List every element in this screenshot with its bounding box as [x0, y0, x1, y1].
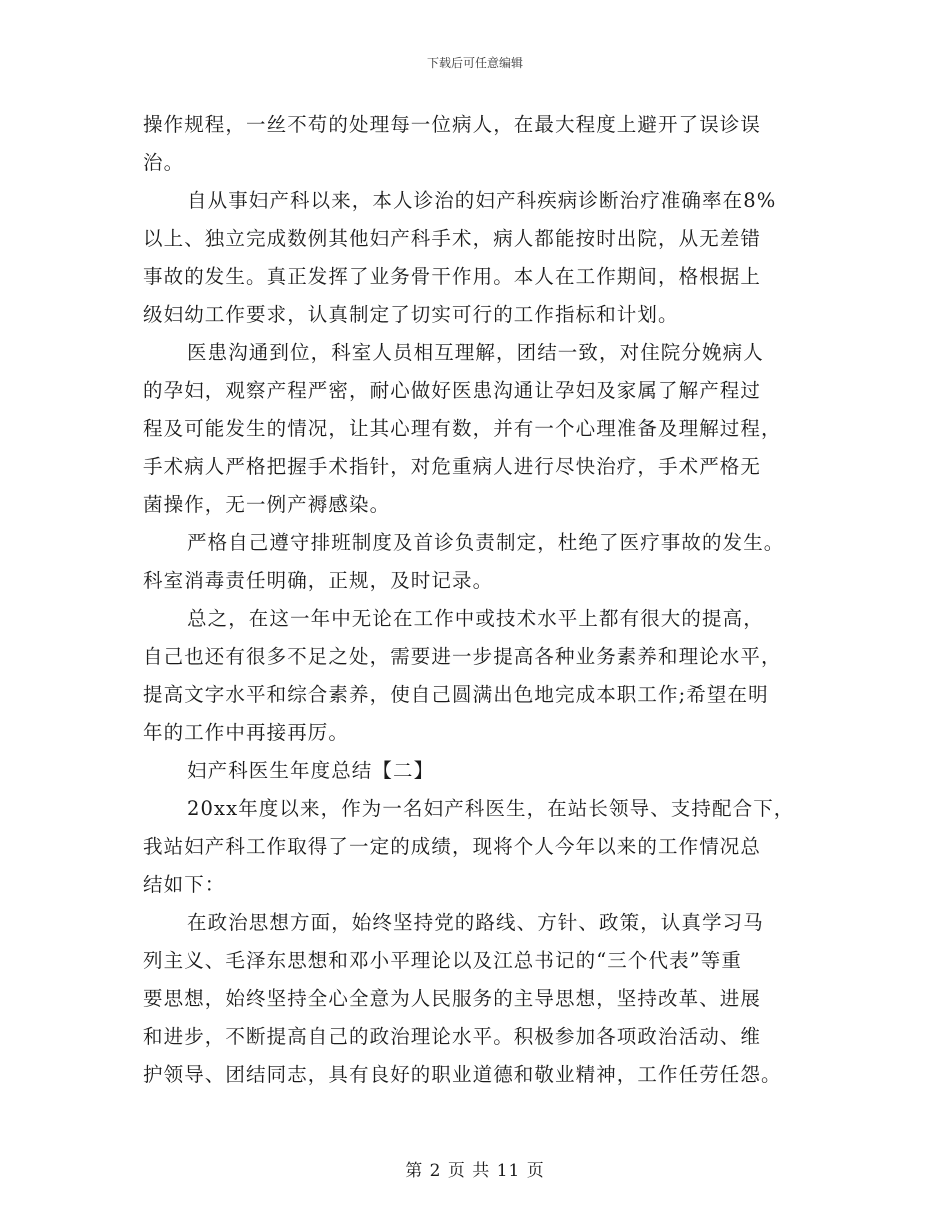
text-line: 妇产科医生年度总结【二】 — [187, 759, 435, 782]
text-line: 医患沟通到位，科室人员相互理解，团结一致，对住院分娩病人 — [187, 341, 764, 364]
text-line: 在政治思想方面，始终坚持党的路线、方针、政策，认真学习马 — [187, 911, 764, 934]
text-line: 年的工作中再接再厉。 — [143, 721, 350, 744]
text-line: 和进步，不断提高自己的政治理论水平。积极参加各项政治活动、维 — [143, 1025, 762, 1048]
text-line: 治。 — [143, 151, 185, 174]
text-line: 自己也还有很多不足之处，需要进一步提高各种业务素养和理论水平， — [143, 645, 782, 668]
text-line: 自从事妇产科以来，本人诊治的妇产科疾病诊断治疗准确率在8% — [187, 189, 777, 212]
text-line: 严格自己遵守排班制度及首诊负责制定，杜绝了医疗事故的发生。 — [187, 531, 785, 554]
text-line: 菌操作，无一例产褥感染。 — [143, 493, 391, 516]
text-line: 提高文字水平和综合素养，使自己圆满出色地完成本职工作;希望在明 — [143, 683, 769, 706]
text-line: 20xx年度以来，作为一名妇产科医生，在站长领导、支持配合下， — [187, 797, 795, 820]
text-line: 以上、独立完成数例其他妇产科手术，病人都能按时出院，从无差错 — [143, 227, 762, 250]
text-line: 手术病人严格把握手术指针，对危重病人进行尽快治疗，手术严格无 — [143, 455, 762, 478]
text-line: 护领导、团结同志，具有良好的职业道德和敬业精神，工作任劳任怨。 — [143, 1063, 782, 1086]
text-line: 要思想，始终坚持全心全意为人民服务的主导思想，坚持改革、进展 — [143, 987, 762, 1010]
text-line: 级妇幼工作要求，认真制定了切实可行的工作指标和计划。 — [143, 303, 679, 326]
page-header: 下载后可任意编辑 — [426, 56, 523, 70]
document-body — [143, 106, 813, 1094]
text-line: 列主义、毛泽东思想和邓小平理论以及江总书记的“三个代表”等重 — [143, 949, 742, 972]
text-line: 科室消毒责任明确，正规，及时记录。 — [143, 569, 494, 592]
page-footer: 第 2 页 共 11 页 — [405, 1161, 545, 1181]
text-line: 程及可能发生的情况，让其心理有数，并有一个心理准备及理解过程， — [143, 417, 782, 440]
text-line: 结如下： — [143, 873, 226, 896]
text-line: 操作规程，一丝不苟的处理每一位病人，在最大程度上避开了误诊误 — [143, 113, 762, 136]
text-line: 的孕妇，观察产程严密，耐心做好医患沟通让孕妇及家属了解产程过 — [143, 379, 762, 402]
text-line: 我站妇产科工作取得了一定的成绩，现将个人今年以来的工作情况总 — [143, 835, 762, 858]
text-line: 事故的发生。真正发挥了业务骨干作用。本人在工作期间，格根据上 — [143, 265, 762, 288]
text-line: 总之，在这一年中无论在工作中或技术水平上都有很大的提高， — [187, 607, 764, 630]
